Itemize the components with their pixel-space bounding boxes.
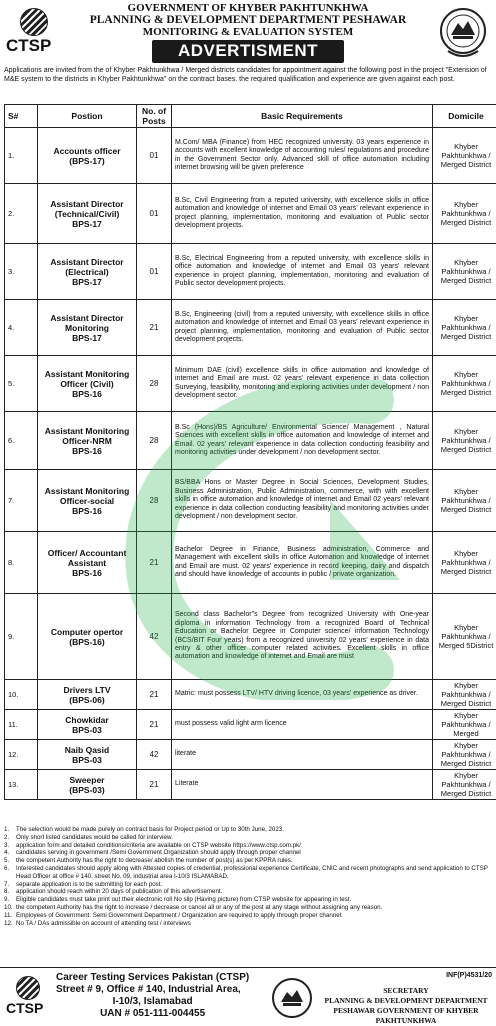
note-text: The selection would be made purely on contract basis for Project period or Up to 30th June, 2023. xyxy=(16,826,284,834)
cell-posts: 01 xyxy=(137,184,172,244)
position-title: Assistant Monitoring Officer (Civil) xyxy=(41,369,133,389)
note-item xyxy=(4,881,492,889)
note-number: 12. xyxy=(4,920,16,928)
cell-posts: 28 xyxy=(137,470,172,532)
header-sno: S# xyxy=(5,105,38,128)
position-title: Computer opertor xyxy=(41,627,133,637)
footer-logo-text: CTSP xyxy=(6,1000,43,1016)
cell-domicile: Khyber Pakhtunkhwa / Merged District xyxy=(433,470,496,532)
cell-posts: 21 xyxy=(137,680,172,710)
cell-domicile: Khyber Pakhtunkhwa / Merged xyxy=(433,710,496,740)
header-line-department: PLANNING & DEVELOPMENT DEPARTMENT PESHAWAR xyxy=(66,14,430,26)
cell-requirements: Literate xyxy=(172,770,433,800)
position-grade: (BPS-06) xyxy=(41,695,133,705)
table-header-row xyxy=(5,105,496,128)
position-grade: (BPS-17) xyxy=(41,156,133,166)
cell-requirements: literate xyxy=(172,740,433,770)
cell-sno: 10. xyxy=(5,680,38,710)
position-title: Assistant Monitoring Officer-social xyxy=(41,486,133,506)
cell-sno: 11. xyxy=(5,710,38,740)
note-text: Eligible candidates must take print out their electronic roll No slip (Having picture) from CTSP website for appearing in test. xyxy=(16,896,351,904)
cell-requirements: BS/BBA Hons or Master Degree in Social Sciences, Development Studies, Business Administration, Public Administration, commerce, with with excellent skills in office automation and knowledge of internet and Email 02 years' relevant experience in data collection conducting feasibility and monitoring activities under development / non development sector. xyxy=(172,470,433,532)
header-requirements: Basic Requirements xyxy=(172,105,433,128)
cell-posts: 21 xyxy=(137,710,172,740)
cell-posts: 01 xyxy=(137,128,172,184)
cell-domicile: Khyber Pakhtunkhwa / Merged District xyxy=(433,770,496,800)
note-text: the competent Authority has the right to increase / decrease or cancel all or any of the post at any stage without assigning any reason. xyxy=(16,904,382,912)
note-item xyxy=(4,912,492,920)
globe-icon xyxy=(16,976,40,1000)
ctsp-logo-text: CTSP xyxy=(6,36,51,56)
cell-position xyxy=(38,740,137,770)
cell-position xyxy=(38,680,137,710)
secretary-signature-block xyxy=(318,986,494,1026)
address-line-4: UAN # 051-111-004455 xyxy=(56,1008,249,1020)
note-number: 11. xyxy=(4,912,16,920)
cell-position xyxy=(38,594,137,680)
position-title: Assistant Director (Electrical) xyxy=(41,257,133,277)
note-item xyxy=(4,888,492,896)
cell-sno: 9. xyxy=(5,594,38,680)
position-grade: BPS-17 xyxy=(41,333,133,343)
cell-requirements: must possess valid light arm licence xyxy=(172,710,433,740)
cell-posts: 42 xyxy=(137,740,172,770)
cell-position xyxy=(38,244,137,300)
table-row xyxy=(5,770,496,800)
cell-requirements: Matric: must possess LTV/ HTV driving licence, 03 years' experience as driver. xyxy=(172,680,433,710)
note-text: No TA / DAs admissible on account of attending test / interviews xyxy=(16,920,191,928)
cell-domicile: Khyber Pakhtunkhwa / Merged District xyxy=(433,356,496,412)
cell-requirements: Minimum DAE (civil) excellence skills in office automation and knowledge of internet and Email are must. 02 years' relevant experience in data collection Surveying, feasibility, monitoring and exploring activities under development / non development sector. xyxy=(172,356,433,412)
cell-requirements: M.Com/ MBA (Finance) from HEC recognized university. 03 years experience in accounts with excellent knowledge of accounting rules/ regulations and procedure in the Government Sector only. Advanced skill of office automation including internet browsing will be given preference xyxy=(172,128,433,184)
note-item xyxy=(4,834,492,842)
position-title: Officer/ Accountant Assistant xyxy=(41,548,133,568)
note-number: 8. xyxy=(4,888,16,896)
cell-sno: 13. xyxy=(5,770,38,800)
position-grade: BPS-17 xyxy=(41,219,133,229)
cell-sno: 12. xyxy=(5,740,38,770)
position-title: Drivers LTV xyxy=(41,685,133,695)
cell-position xyxy=(38,300,137,356)
cell-requirements: B.Sc, Electrical Engineering from a reputed university, with excellence skills in office automation and knowledge of internet and Email 03 years' relevant experience in project planning, implementation, monitoring and evaluation of Public sector development projects. xyxy=(172,244,433,300)
cell-position xyxy=(38,412,137,470)
cell-position xyxy=(38,128,137,184)
header-posts: No. of Posts xyxy=(137,105,172,128)
position-title: Assistant Monitoring Officer-NRM xyxy=(41,426,133,446)
note-number: 10. xyxy=(4,904,16,912)
cell-position xyxy=(38,770,137,800)
footer-ctsp-logo xyxy=(6,976,50,1020)
note-text: Employees of Government. Semi Government Department / Organization are required to apply through proper channel. xyxy=(16,912,343,920)
note-item xyxy=(4,857,492,865)
position-grade: BPS-03 xyxy=(41,755,133,765)
header xyxy=(0,0,496,64)
cell-sno: 2. xyxy=(5,184,38,244)
note-number: 6. xyxy=(4,865,16,881)
note-item xyxy=(4,904,492,912)
note-number: 7. xyxy=(4,881,16,889)
note-number: 9. xyxy=(4,896,16,904)
cell-sno: 1. xyxy=(5,128,38,184)
kp-government-emblem-icon xyxy=(438,5,488,61)
cell-requirements: B.Sc, Civil Engineering from a reputed university, with excellence skills in office automation and knowledge of internet and Email 03 years' relevant experience in project planning, implementation, monitoring and evaluation of Public sector development projects. xyxy=(172,184,433,244)
posts-table xyxy=(4,104,496,800)
address-line-1: Career Testing Services Pakistan (CTSP) xyxy=(56,972,249,984)
advertisement-banner: ADVERTISMENT xyxy=(152,40,344,63)
cell-domicile: Khyber Pakhtunkhwa / Merged District xyxy=(433,680,496,710)
table-row xyxy=(5,680,496,710)
position-grade: BPS-17 xyxy=(41,277,133,287)
note-number: 4. xyxy=(4,849,16,857)
note-text: Interested candidates should apply along with Attested copies of credential, professional experience Certificate, CNIC and recent photographs and send application to CTSP Head Officer at office # 140, street No. 09, industrial area I-10/3 ISLAMABAD. xyxy=(16,865,492,881)
note-number: 5. xyxy=(4,857,16,865)
note-text: the competent Authority has the right to decrease/ abolish the number of post(s) as per KPPRA rules. xyxy=(16,857,293,865)
note-number: 1. xyxy=(4,826,16,834)
note-text: separate application is to be submitting for each post. xyxy=(16,881,162,889)
cell-posts: 42 xyxy=(137,594,172,680)
ctsp-logo xyxy=(6,8,66,62)
table-row xyxy=(5,594,496,680)
table-row xyxy=(5,532,496,594)
cell-posts: 21 xyxy=(137,300,172,356)
position-grade: BPS-03 xyxy=(41,725,133,735)
cell-requirements: B.Sc, Engineering (civil) from a reputed university, with excellence skills in office automation and knowledge of internet and Email 03 years' relevant experience in project planning, implementation, monitoring and evaluation of Public sector development projects. xyxy=(172,300,433,356)
cell-sno: 7. xyxy=(5,470,38,532)
cell-domicile: Khyber Pakhtunkhwa / Merged District xyxy=(433,184,496,244)
table-row xyxy=(5,300,496,356)
note-item xyxy=(4,842,492,850)
table-row xyxy=(5,128,496,184)
position-grade: (BPS-16) xyxy=(41,637,133,647)
note-item xyxy=(4,920,492,928)
note-item xyxy=(4,865,492,881)
note-text: application should reach within 20 days of publication of this advertisement. xyxy=(16,888,222,896)
table-row xyxy=(5,184,496,244)
cell-position xyxy=(38,356,137,412)
address-line-2: Street # 9, Office # 140, Industrial Area, xyxy=(56,984,249,996)
note-number: 2. xyxy=(4,834,16,842)
cell-requirements: Bachelor Degree in Finance, Business administration, Commerce and Management with excellent skills in office Automation and knowledge of internet and Email are must. 02 years' experience in record keeping, dairy and dispatch and should have knowledge of accounts in public / private organization. xyxy=(172,532,433,594)
header-domicile: Domicile xyxy=(433,105,496,128)
notes-list xyxy=(4,826,492,927)
cell-posts: 28 xyxy=(137,356,172,412)
position-title: Chowkidar xyxy=(41,715,133,725)
cell-posts: 21 xyxy=(137,770,172,800)
cell-sno: 8. xyxy=(5,532,38,594)
cell-domicile: Khyber Pakhtunkhwa / Merged District xyxy=(433,244,496,300)
note-text: Only short listed candidates would be called for interview. xyxy=(16,834,173,842)
position-title: Accounts officer xyxy=(41,146,133,156)
cell-position xyxy=(38,470,137,532)
cell-domicile: Khyber Pakhtunkhwa / Merged District xyxy=(433,532,496,594)
cell-domicile: Khyber Pakhtunkhwa / Merged District xyxy=(433,740,496,770)
cell-position xyxy=(38,532,137,594)
note-item xyxy=(4,896,492,904)
inf-reference: INF(P)4531/20 xyxy=(446,972,492,979)
position-grade: BPS-16 xyxy=(41,446,133,456)
note-item xyxy=(4,849,492,857)
position-grade: (BPS-03) xyxy=(41,785,133,795)
cell-domicile: Khyber Pakhtunkhwa / Merged District xyxy=(433,300,496,356)
note-text: candidates serving in government /Semi Government Organization should apply through proper channel xyxy=(16,849,301,857)
position-title: Assistant Director Monitoring xyxy=(41,313,133,333)
globe-icon xyxy=(20,8,48,36)
note-number: 3. xyxy=(4,842,16,850)
secretary-title: SECRETARY xyxy=(318,986,494,996)
cell-sno: 6. xyxy=(5,412,38,470)
position-grade: BPS-16 xyxy=(41,506,133,516)
position-title: Assistant Director (Technical/Civil) xyxy=(41,199,133,219)
note-item xyxy=(4,826,492,834)
table-row xyxy=(5,710,496,740)
position-grade: BPS-16 xyxy=(41,389,133,399)
cell-requirements: B.Sc (Hons)/BS Agriculture/ Environmental Science/ Management , Natural Sciences with excellent skills in office automation and knowledge of internet and Email. 02 years' relevant experience in data collection conducting feasibility and monitoring activities under development / non development sector. xyxy=(172,412,433,470)
table-row xyxy=(5,244,496,300)
table-row xyxy=(5,740,496,770)
cell-domicile: Khyber Pakhtunkhwa / Merged District xyxy=(433,412,496,470)
position-title: Sweeper xyxy=(41,775,133,785)
table-row xyxy=(5,412,496,470)
cell-posts: 28 xyxy=(137,412,172,470)
intro-paragraph: Applications are invited from the of Khyber Pakhtunkhwa / Merged districts candidates for appointment against the following post in the project "Extension of M&E system to the districts in Khyber Pakhtunkhwa" on the contract bases. the required qualification and experience are given against each post. xyxy=(4,66,492,84)
cell-sno: 3. xyxy=(5,244,38,300)
secretary-government: PESHAWAR GOVERNMENT OF KHYBER PAKHTUNKHWA xyxy=(318,1006,494,1026)
header-line-government: GOVERNMENT OF KHYBER PAKHTUNKHWA xyxy=(66,2,430,14)
table-row xyxy=(5,470,496,532)
note-text: application form and detailed conditions/criteria are available on CTSP website https://www.ctsp.com.pk/ xyxy=(16,842,301,850)
cell-domicile: Khyber Pakhtunkhwa / Merged 5District xyxy=(433,594,496,680)
cell-sno: 5. xyxy=(5,356,38,412)
footer xyxy=(0,967,496,1025)
cell-domicile: Khyber Pakhtunkhwa / Merged District xyxy=(433,128,496,184)
ctsp-address xyxy=(56,972,249,1020)
table-row xyxy=(5,356,496,412)
cell-position xyxy=(38,710,137,740)
cell-sno: 4. xyxy=(5,300,38,356)
header-line-system: MONITORING & EVALUATION SYSTEM xyxy=(66,26,430,38)
cell-requirements: Second class Bachelor"s Degree from recognized University with One-year diploma in information Technology from a recognized Board of Technical Education or Bachelor Degree in Computer science/ information Technology (BCS/BIT Four years) from a recognized university 02 years' experience in data entry & other officer computer related activities. Excellent skills in office automation and knowledge of internet and Email are must xyxy=(172,594,433,680)
kp-government-emblem-icon xyxy=(270,976,314,1020)
position-grade: BPS-16 xyxy=(41,568,133,578)
cell-posts: 01 xyxy=(137,244,172,300)
position-title: Naib Qasid xyxy=(41,745,133,755)
cell-posts: 21 xyxy=(137,532,172,594)
address-line-3: I-10/3, Islamabad xyxy=(56,996,249,1008)
cell-position xyxy=(38,184,137,244)
secretary-department: PLANNING & DEVELOPMENT DEPARTMENT xyxy=(318,996,494,1006)
header-position: Postion xyxy=(38,105,137,128)
